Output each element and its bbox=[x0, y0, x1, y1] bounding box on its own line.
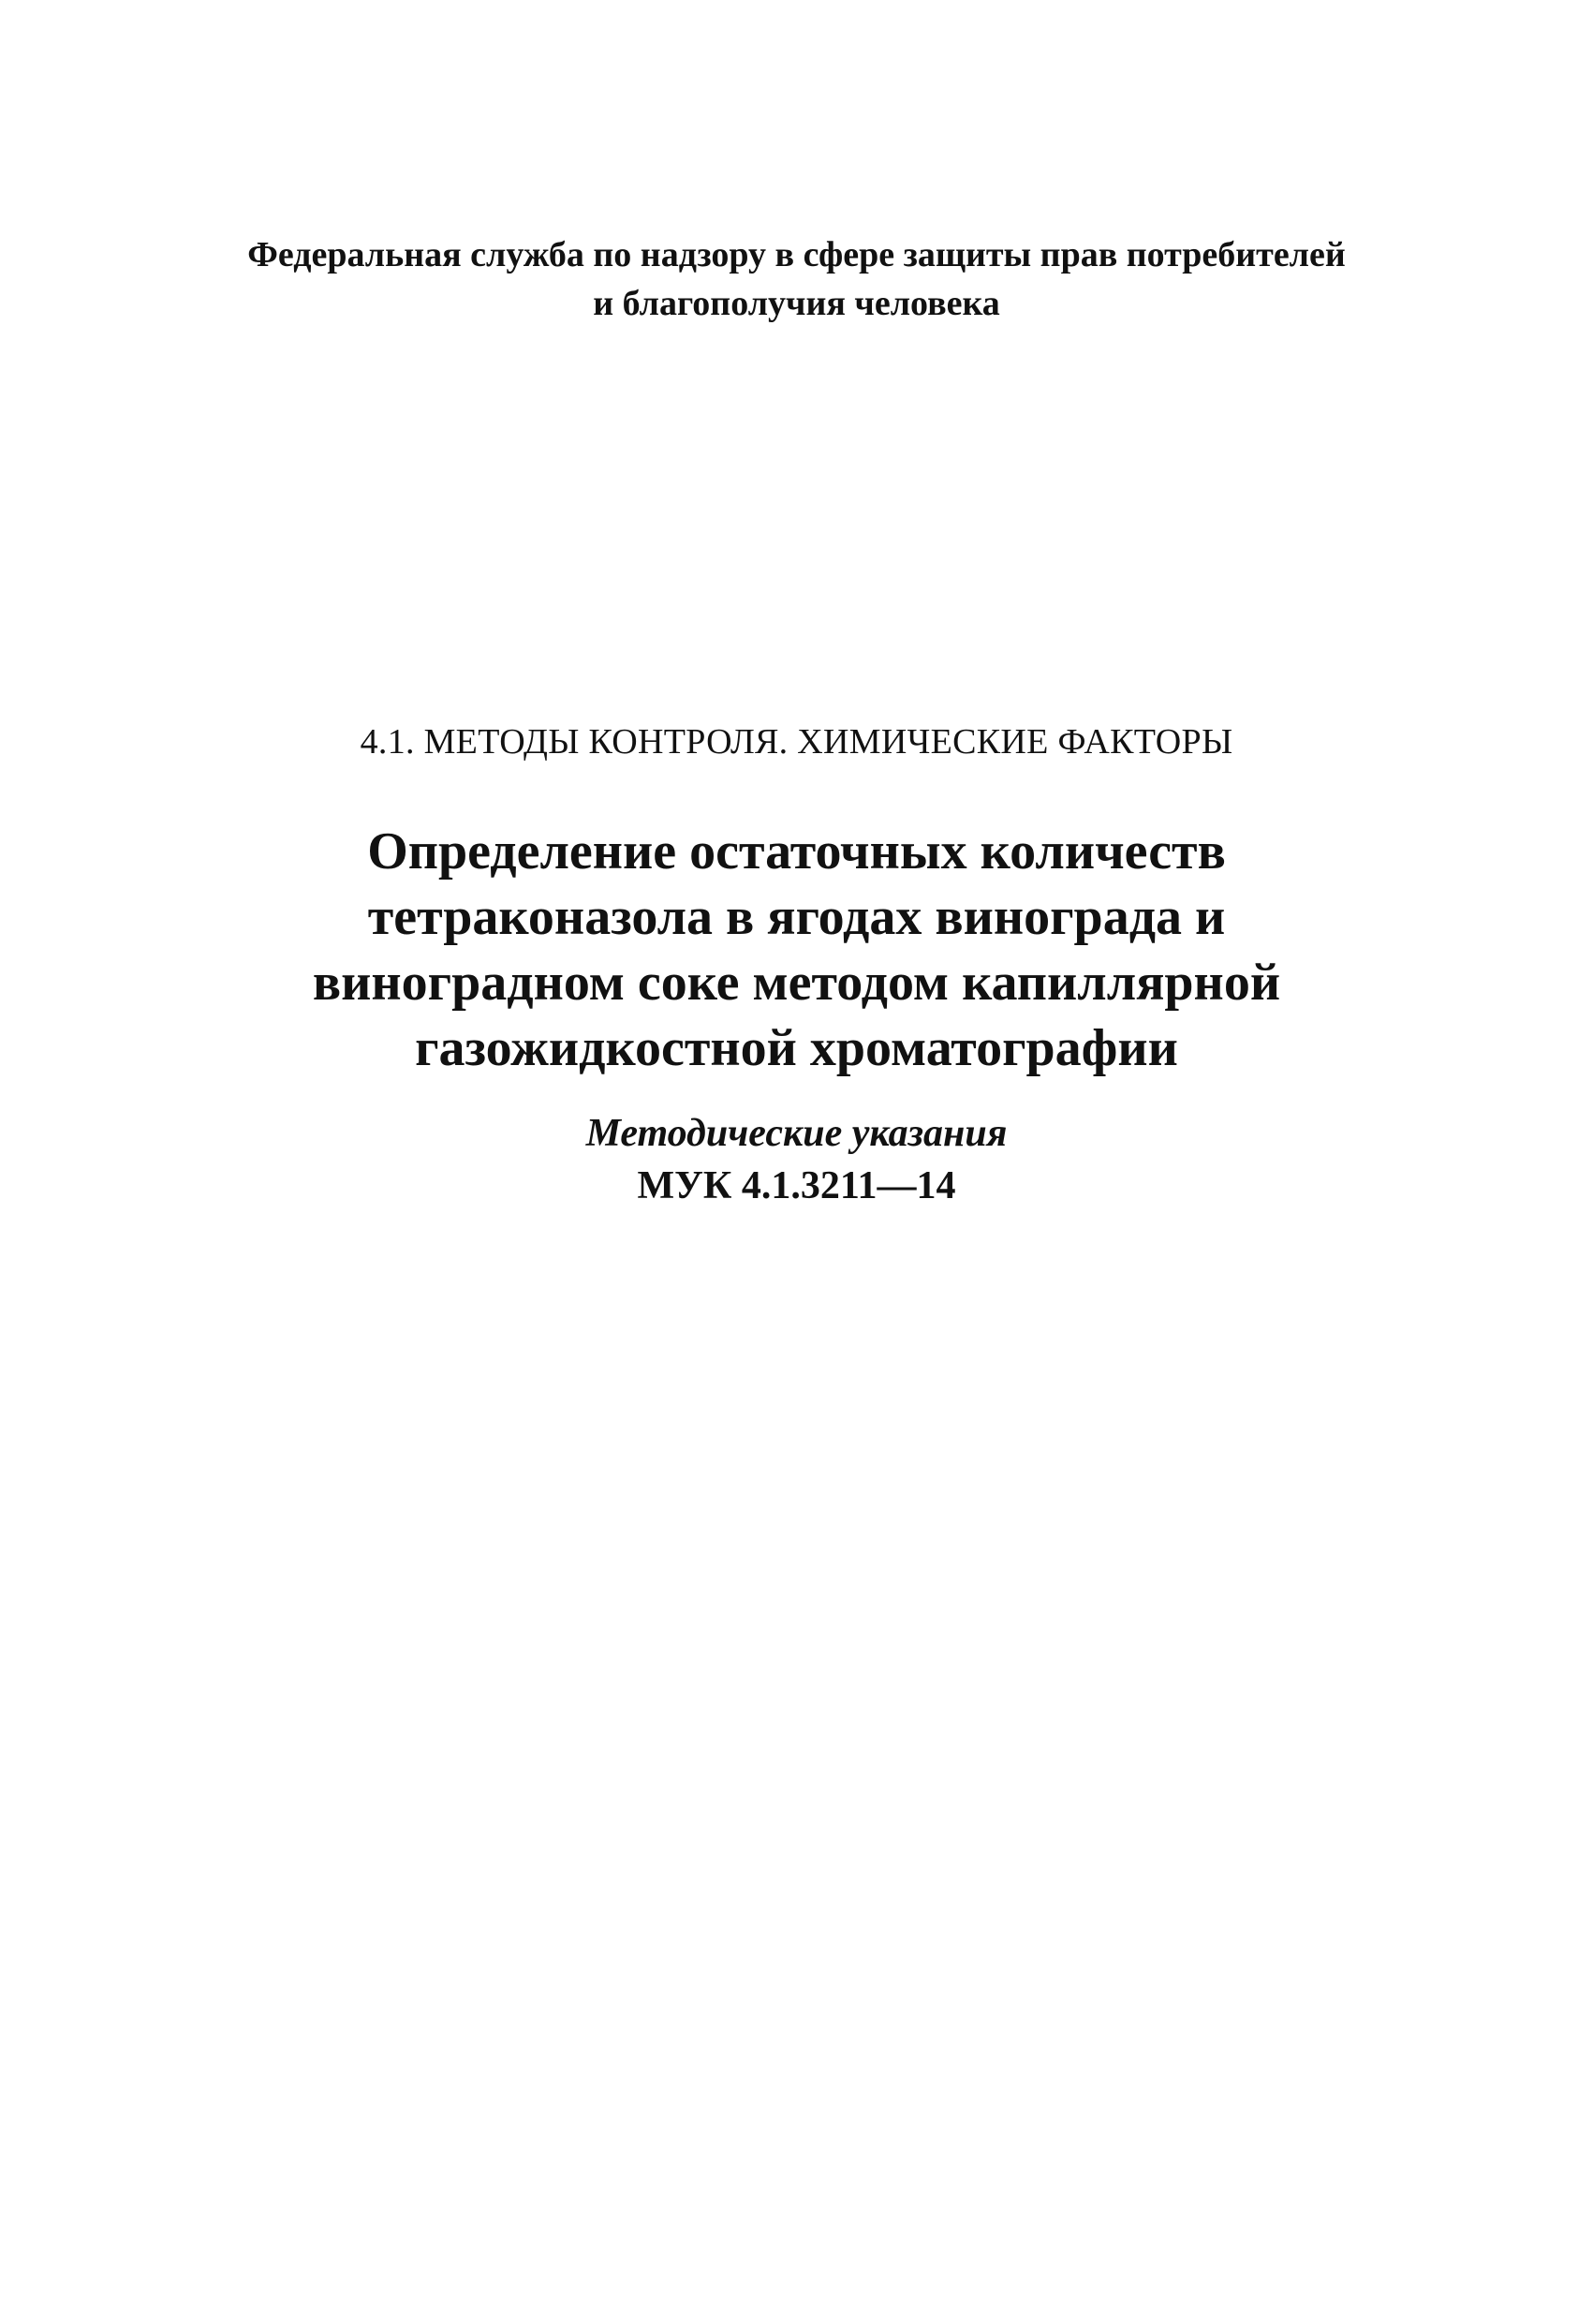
section-heading: 4.1. МЕТОДЫ КОНТРОЛЯ. ХИМИЧЕСКИЕ ФАКТОРЫ bbox=[360, 722, 1233, 762]
document-type-label: Методические указания bbox=[585, 1112, 1008, 1155]
issuing-agency bbox=[0, 230, 1593, 328]
title-line-2: тетраконазола в ягодах винограда и bbox=[367, 888, 1226, 946]
document-type-block bbox=[0, 1107, 1593, 1212]
agency-line-1: Федеральная служба по надзору в сфере защиты прав потребителей bbox=[247, 235, 1346, 274]
document-title bbox=[0, 819, 1593, 1081]
title-line-1: Определение остаточных количеств bbox=[367, 822, 1226, 881]
document-code: МУК 4.1.3211—14 bbox=[637, 1164, 956, 1207]
title-line-3: виноградном соке методом капиллярной bbox=[312, 954, 1281, 1012]
title-line-4: газожидкостной хроматографии bbox=[415, 1019, 1178, 1077]
agency-line-2: и благополучия человека bbox=[593, 284, 1000, 323]
